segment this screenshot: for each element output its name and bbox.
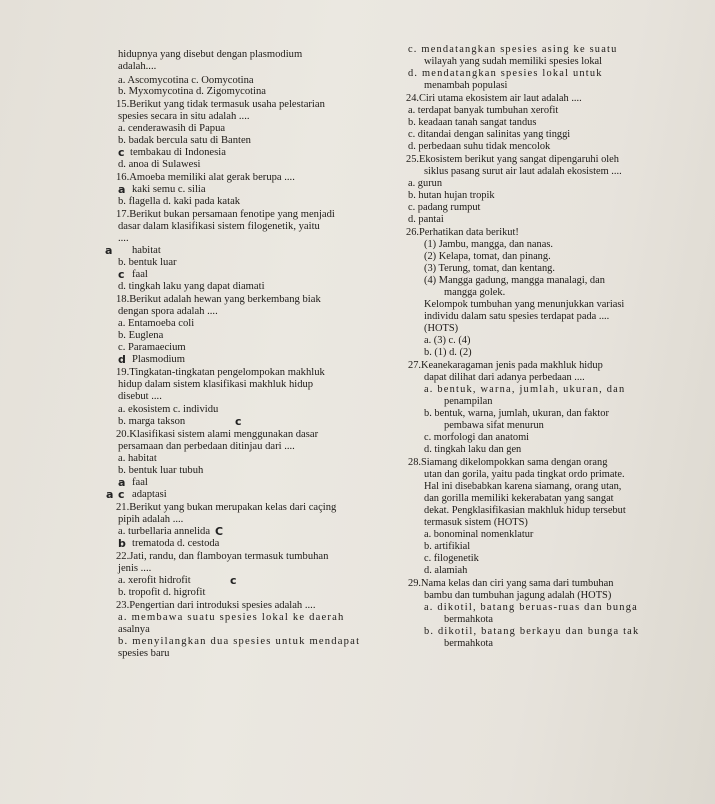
- text-line: persamaan dan perbedaan ditinjau dari ....: [118, 441, 295, 452]
- text-line: (3) Terung, tomat, dan kentang.: [424, 263, 555, 274]
- question-21: 21.Berikut yang bukan merupakan kelas dari caçing: [116, 502, 337, 513]
- text-line: jenis ....: [118, 563, 152, 574]
- text-line: individu dalam satu spesies terdapat pada ....: [424, 311, 610, 322]
- handwritten-answer-mark: c: [118, 488, 125, 501]
- text-line: spesies baru: [118, 648, 170, 659]
- text-line: a. dikotil, batang beruas-ruas dan bunga: [424, 602, 638, 613]
- text-line: disebut ....: [118, 391, 162, 402]
- text-line: d. tingkah laku dan gen: [424, 444, 522, 455]
- text-line: a. bonominal nomenklatur: [424, 529, 534, 540]
- text-line: c. Paramaecium: [118, 342, 186, 353]
- text-line: c. padang rumput: [408, 202, 481, 213]
- text-line: dengan spora adalah ....: [118, 306, 218, 317]
- text-line: tembakau di Indonesia: [130, 147, 226, 158]
- text-line: a. xerofit hidrofit: [118, 575, 191, 586]
- question-18: 18.Berikut adalah hewan yang berkembang biak: [116, 294, 321, 305]
- text-line: a. gurun: [408, 178, 443, 189]
- text-line: bermahkota: [444, 638, 494, 649]
- text-line: (4) Mangga gadung, mangga manalagi, dan: [424, 275, 605, 286]
- text-line: dan gorilla memiliki kekerabatan yang sangat: [424, 493, 614, 504]
- question-23: 23.Pengertian dari introduksi spesies adalah ....: [116, 600, 316, 611]
- handwritten-answer-mark: C: [215, 525, 224, 538]
- question-15: 15.Berikut yang tidak termasuk usaha pelestarian: [116, 99, 325, 110]
- text-line: (HOTS): [424, 323, 459, 334]
- text-line: b. keadaan tanah sangat tandus: [408, 117, 537, 128]
- text-line: a. Entamoeba coli: [118, 318, 195, 329]
- question-29: 29.Nama kelas dan ciri yang sama dari tumbuhan: [408, 578, 614, 589]
- text-line: b. artifikial: [424, 541, 471, 552]
- text-line: utan dan gorila, yaitu pada tingkat ordo primate.: [424, 469, 625, 480]
- text-line: Plasmodium: [132, 354, 185, 365]
- text-line: faal: [132, 269, 148, 280]
- text-line: a. (3) c. (4): [424, 335, 471, 346]
- question-16: 16.Amoeba memiliki alat gerak berupa ....: [116, 172, 295, 183]
- text-line: c. morfologi dan anatomi: [424, 432, 530, 443]
- text-line: wilayah yang sudah memiliki spesies lokal: [424, 56, 603, 67]
- text-line: habitat: [132, 245, 161, 256]
- question-28: 28.Siamang dikelompokkan sama dengan orang: [408, 457, 608, 468]
- text-line: hidup dalam sistem klasifikasi makhluk hidup: [118, 379, 314, 390]
- handwritten-answer-mark: a: [106, 488, 114, 501]
- question-25: 25.Ekosistem berikut yang sangat dipengaruhi oleh: [406, 154, 619, 165]
- text-line: adalah....: [118, 61, 157, 72]
- text-line: siklus pasang surut air laut adalah ekosistem ....: [424, 166, 622, 177]
- question-24: 24.Ciri utama ekosistem air laut adalah ....: [406, 93, 582, 104]
- handwritten-answer-mark: a: [105, 244, 113, 257]
- text-line: a. ekosistem c. individu: [118, 404, 219, 415]
- text-line: a. turbellaria annelida: [118, 526, 211, 537]
- text-line: d. alamiah: [424, 565, 468, 576]
- text-line: dasar dalam klasifikasi sistem filogenetik, yaitu: [118, 221, 320, 232]
- text-line: b. Myxomycotina d. Zigomycotina: [118, 86, 266, 97]
- text-line: hidupnya yang disebut dengan plasmodium: [118, 49, 303, 60]
- text-line: pipih adalah ....: [118, 514, 184, 525]
- text-line: (2) Kelapa, tomat, dan pinang.: [424, 251, 551, 262]
- handwritten-answer-mark: c: [118, 268, 125, 281]
- text-line: trematoda d. cestoda: [132, 538, 220, 549]
- text-line: bermahkota: [444, 614, 494, 625]
- text-line: pembawa sifat menurun: [444, 420, 544, 431]
- text-line: spesies secara in situ adalah ....: [118, 111, 250, 122]
- text-line: dekat. Pengklasifikasian makhluk hidup tersebut: [424, 505, 626, 516]
- text-line: kaki semu c. silia: [132, 184, 206, 195]
- text-line: b. menyilangkan dua spesies untuk mendapat: [118, 636, 361, 647]
- text-line: ....: [118, 233, 129, 244]
- question-19: 19.Tingkatan-tingkatan pengelompokan makhluk: [116, 367, 325, 378]
- handwritten-answer-mark: d: [118, 353, 126, 366]
- text-line: a. membawa suatu spesies lokal ke daerah: [118, 612, 345, 623]
- question-22: 22.Jati, randu, dan flamboyan termasuk tumbuhan: [116, 551, 329, 562]
- handwritten-answer-mark: c: [235, 415, 242, 428]
- text-line: faal: [132, 477, 148, 488]
- text-line: asalnya: [118, 624, 150, 635]
- text-line: Hal ini disebabkan karena siamang, orang utan,: [424, 481, 622, 492]
- text-line: penampilan: [444, 396, 493, 407]
- text-line: b. flagella d. kaki pada katak: [118, 196, 241, 207]
- handwritten-answer-mark: c: [118, 146, 125, 159]
- text-line: c. ditandai dengan salinitas yang tinggi: [408, 129, 571, 140]
- text-line: b. bentuk, warna, jumlah, ukuran, dan faktor: [424, 408, 609, 419]
- text-line: a. cenderawasih di Papua: [118, 123, 226, 134]
- question-27: 27.Keanekaragaman jenis pada makhluk hidup: [408, 360, 603, 371]
- text-line: c. mendatangkan spesies asing ke suatu: [408, 44, 618, 55]
- text-line: mangga golek.: [444, 287, 506, 298]
- text-line: d. anoa di Sulawesi: [118, 159, 201, 170]
- text-line: dapat dilihat dari adanya perbedaan ....: [424, 372, 585, 383]
- text-line: b. badak bercula satu di Banten: [118, 135, 251, 146]
- text-line: bambu dan tumbuhan jagung adalah (HOTS): [424, 590, 612, 601]
- text-line: b. (1) d. (2): [424, 347, 472, 358]
- question-20: 20.Klasifikasi sistem alami menggunakan dasar: [116, 429, 319, 440]
- text-line: d. pantai: [408, 214, 444, 225]
- handwritten-answer-mark: b: [118, 537, 126, 550]
- text-line: b. Euglena: [118, 330, 164, 341]
- text-line: Kelompok tumbuhan yang menunjukkan variasi: [424, 299, 625, 310]
- text-line: menambah populasi: [424, 80, 508, 91]
- text-line: b. dikotil, batang berkayu dan bunga tak: [424, 626, 640, 637]
- question-26: 26.Perhatikan data berikut!: [406, 227, 519, 238]
- handwritten-answer-mark: c: [230, 574, 237, 587]
- question-17: 17.Berikut bukan persamaan fenotipe yang menjadi: [116, 209, 335, 220]
- text-line: b. bentuk luar tubuh: [118, 465, 204, 476]
- text-line: d. perbedaan suhu tidak mencolok: [408, 141, 551, 152]
- text-line: termasuk sistem (HOTS): [424, 517, 528, 528]
- handwritten-answer-mark: a: [118, 476, 126, 489]
- text-line: b. marga takson: [118, 416, 186, 427]
- text-line: a. bentuk, warna, jumlah, ukuran, dan: [424, 384, 626, 395]
- text-line: c. filogenetik: [424, 553, 479, 564]
- text-line: b. bentuk luar: [118, 257, 177, 268]
- text-line: a. terdapat banyak tumbuhan xerofit: [408, 105, 559, 116]
- text-line: b. hutan hujan tropik: [408, 190, 495, 201]
- text-line: b. tropofit d. higrofit: [118, 587, 206, 598]
- text-line: (1) Jambu, mangga, dan nanas.: [424, 239, 553, 250]
- handwritten-answer-mark: a: [118, 183, 126, 196]
- text-line: a. habitat: [118, 453, 157, 464]
- text-line: a. Ascomycotina c. Oomycotina: [118, 75, 254, 86]
- text-line: d. mendatangkan spesies lokal untuk: [408, 68, 603, 79]
- text-line: d. tingkah laku yang dapat diamati: [118, 281, 265, 292]
- text-line: adaptasi: [132, 489, 167, 500]
